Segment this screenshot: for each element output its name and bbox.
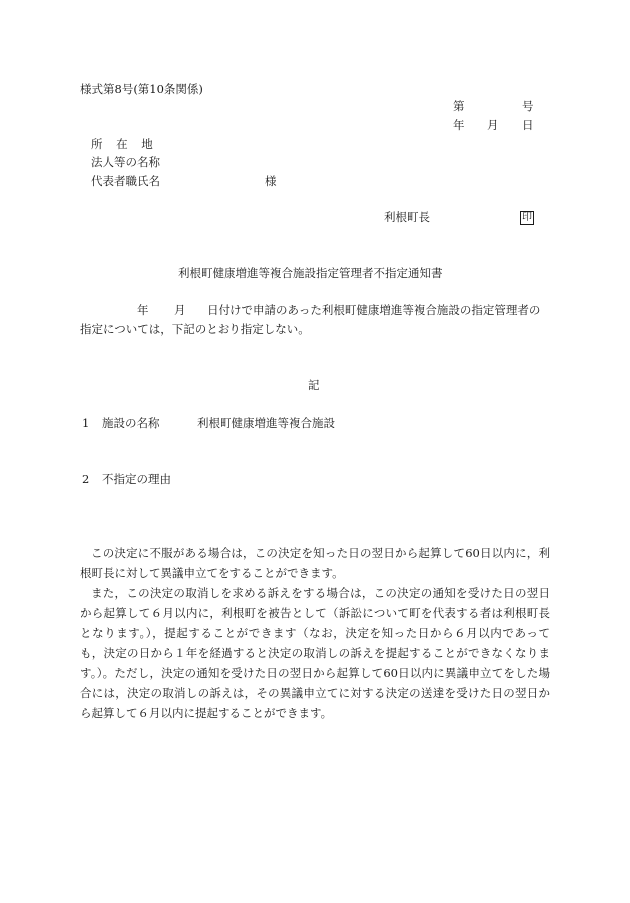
item-2-label: 不指定の理由 (102, 472, 171, 486)
form-label: 様式第8号(第10条関係) (80, 82, 203, 96)
number-suffix: 号 (522, 99, 534, 113)
seal-mark: 印 (522, 212, 532, 223)
intro-month: 月 (174, 303, 186, 317)
representative-label: 代表者職氏名 (91, 174, 160, 188)
issuer-name: 利根町長 (384, 210, 430, 224)
intro-line2: 指定については，下記のとおり指定しない。 (80, 322, 310, 336)
item-2-number: 2 (82, 472, 90, 486)
date-day: 日 (522, 118, 534, 132)
location-label: 所 在 地 (91, 137, 153, 151)
document-title: 利根町健康増進等複合施設指定管理者不指定通知書 (178, 266, 443, 280)
date-month: 月 (487, 118, 499, 132)
seal-box (520, 211, 534, 225)
corp-name-label: 法人等の名称 (91, 155, 160, 169)
notice-paragraph-2: また，この決定の取消しを求める訴えをする場合は，この決定の通知を受けた日の翌日から起算して６月以内に，利根町を被告として（訴訟について町を代表する者は利根町長となります。），提起することができます（なお，決定を知った日から６月以内であっても，決定の日から１年を経過すると決定の取消しの訴えを提起することができなくなります。）。ただし，決定の通知を受けた日の翌日から起算して60日以内に異議申立てをした場合には，決定の取消しの訴えは，その異議申立てに対する決定の送達を受けた日の翌日から起算して６月以内に提起することができます。 (80, 586, 550, 720)
item-1-label: 施設の名称 (102, 416, 160, 430)
item-1-value: 利根町健康増進等複合施設 (197, 416, 335, 430)
ki-heading: 記 (308, 378, 320, 392)
intro-line1: 日付けで申請のあった利根町健康増進等複合施設の指定管理者の (207, 303, 541, 317)
intro-year: 年 (137, 303, 149, 317)
notice-paragraph-1: この決定に不服がある場合は，この決定を知った日の翌日から起算して60日以内に，利根町長に対して異議申立てをすることができます。 (80, 546, 550, 580)
number-prefix: 第 (453, 99, 465, 113)
item-1-number: 1 (82, 416, 90, 430)
date-year: 年 (453, 118, 465, 132)
honorific: 様 (265, 174, 277, 188)
